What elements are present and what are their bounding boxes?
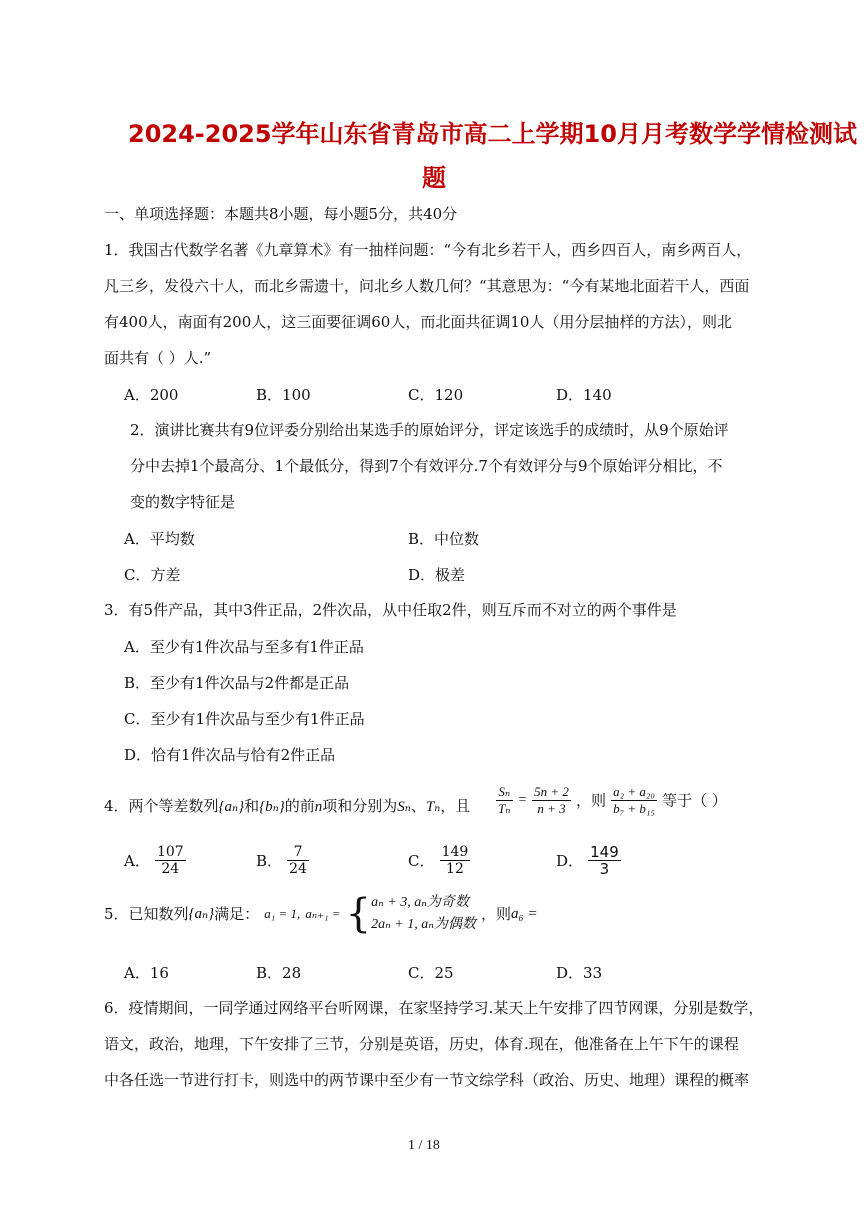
q5-option-b: B．28 — [256, 964, 302, 982]
q4-seq-a: {aₙ} — [218, 799, 245, 815]
q4-equals: = — [517, 792, 528, 808]
q4-sep: 、 — [410, 797, 426, 815]
q3-line1: 3．有5件产品，其中3件正品，2件次品，从中任取2件，则互斥而不对立的两个事件是 — [104, 601, 677, 619]
q5-prefix: 5．已知数列 — [104, 905, 189, 923]
q4-rhs-fraction: $\frac{5n + 2}{n + 3}$ — [534, 784, 569, 816]
q4-mid1: 的前 — [284, 797, 315, 815]
q1-option-d: D．140 — [556, 386, 612, 404]
q3-option-a: A．至少有1件次品与至多有1件正品 — [124, 638, 364, 656]
q5-case2: 2aₙ + 1, aₙ为偶数 — [371, 917, 476, 932]
q5-case1: aₙ + 3, aₙ为奇数 — [371, 895, 469, 910]
q4-mid4: ，则 — [576, 791, 607, 810]
q4-mid3: ，且 — [440, 797, 471, 815]
q4-T: Tₙ — [425, 799, 441, 815]
q4-n: n — [314, 799, 323, 815]
q1-line1: 1．我国古代数学名著《九章算术》有一抽样问题：“今有北乡若干人，西乡四百人，南乡两百人， — [104, 241, 752, 259]
q5-option-d: D．33 — [556, 964, 603, 982]
q4-ratio-formula — [496, 784, 727, 817]
q3-option-b: B．至少有1件次品与2件都是正品 — [124, 674, 350, 692]
q4-mid2: 项和分别为 — [322, 797, 398, 815]
q6-line3: 中各任选一节进行打卡，则选中的两节课中至少有一节文综学科（政治、历史、地理）课程的概率 — [104, 1071, 750, 1089]
q4-option-d: D． $\frac{149}{3}$ — [556, 843, 619, 878]
q4-and: 和 — [244, 797, 260, 815]
q4-option-b: B． $\frac{7}{24}$ — [256, 844, 307, 877]
q5-option-a: A．16 — [124, 964, 169, 982]
q1-option-b: B．100 — [256, 386, 311, 404]
q5-option-c: C．25 — [408, 964, 454, 982]
page-number: 1 / 18 — [408, 1138, 440, 1153]
q1-line3: 有400人，南面有200人，这三面要征调60人，而北面共征调10人（用分层抽样的方法），则北 — [104, 313, 732, 331]
q2-option-b: B．中位数 — [408, 530, 480, 548]
q2-option-d: D．极差 — [408, 566, 466, 584]
q5-mid: 满足： — [214, 905, 260, 923]
q4-seq-b: {bₙ} — [259, 799, 285, 815]
section-heading: 一、单项选择题：本题共8小题，每小题5分，共40分 — [104, 205, 458, 223]
q3-option-c: C．至少有1件次品与至少有1件正品 — [124, 710, 365, 728]
q5-ask: a₆ = — [511, 906, 538, 922]
q3-option-d: D．恰有1件次品与恰有2件正品 — [124, 746, 336, 764]
q1-line4: 面共有（ ）人.” — [104, 349, 212, 367]
q4-option-a: A． $\frac{107}{24}$ — [124, 844, 184, 877]
q4-tail: 等于（ ） — [662, 791, 727, 810]
q4-option-c: C． $\frac{149}{12}$ — [408, 844, 469, 877]
q4-ask-fraction: $\frac{\text{a₂ + a₂₀}}{\text{b₇ + b₁₅}}$ — [613, 784, 655, 816]
q2-option-c: C．方差 — [124, 566, 181, 584]
q4-S: Sₙ — [397, 799, 411, 815]
q4-stem — [104, 796, 470, 817]
document-title-line1: 2024-2025学年山东省青岛市高二上学期10月月考数学学情检测试 — [128, 120, 857, 148]
q6-line1: 6．疫情期间，一同学通过网络平台听网课，在家坚持学习.某天上午安排了四节网课，分别是数学， — [104, 999, 764, 1017]
q5-brace: { — [345, 891, 372, 937]
q1-option-c: C．120 — [408, 386, 464, 404]
q2-line3: 变的数字特征是 — [130, 493, 236, 511]
q5-stem — [104, 892, 538, 936]
q2-line2: 分中去掉1个最高分、1个最低分，得到7个有效评分.7个有效评分与9个原始评分相比，不 — [130, 457, 723, 475]
q1-line2: 凡三乡，发役六十人，而北乡需遗十，问北乡人数几何？“其意思为：“今有某地北面若干人，西面 — [104, 277, 750, 295]
q6-line2: 语文，政治，地理，下午安排了三节，分别是英语，历史，体育.现在，他准备在上午下午的课程 — [104, 1035, 739, 1053]
q5-a1: a₁ = 1, — [264, 906, 301, 921]
q2-option-a: A．平均数 — [124, 530, 195, 548]
q2-line1: 2．演讲比赛共有9位评委分别给出某选手的原始评分，评定该选手的成绩时，从9个原始评 — [130, 421, 729, 439]
q4-ratio-fraction: $\frac{\text{Sₙ}}{\text{Tₙ}}$ — [498, 784, 511, 816]
document-title-line2: 题 — [422, 164, 446, 192]
q5-cases — [371, 892, 476, 936]
q4-prefix: 4．两个等差数列 — [104, 797, 219, 815]
q5-tail: ，则 — [481, 905, 512, 923]
q1-option-a: A．200 — [124, 386, 179, 404]
q5-lhs: aₙ₊₁ = — [305, 906, 341, 921]
q5-seq: {aₙ} — [188, 906, 215, 922]
